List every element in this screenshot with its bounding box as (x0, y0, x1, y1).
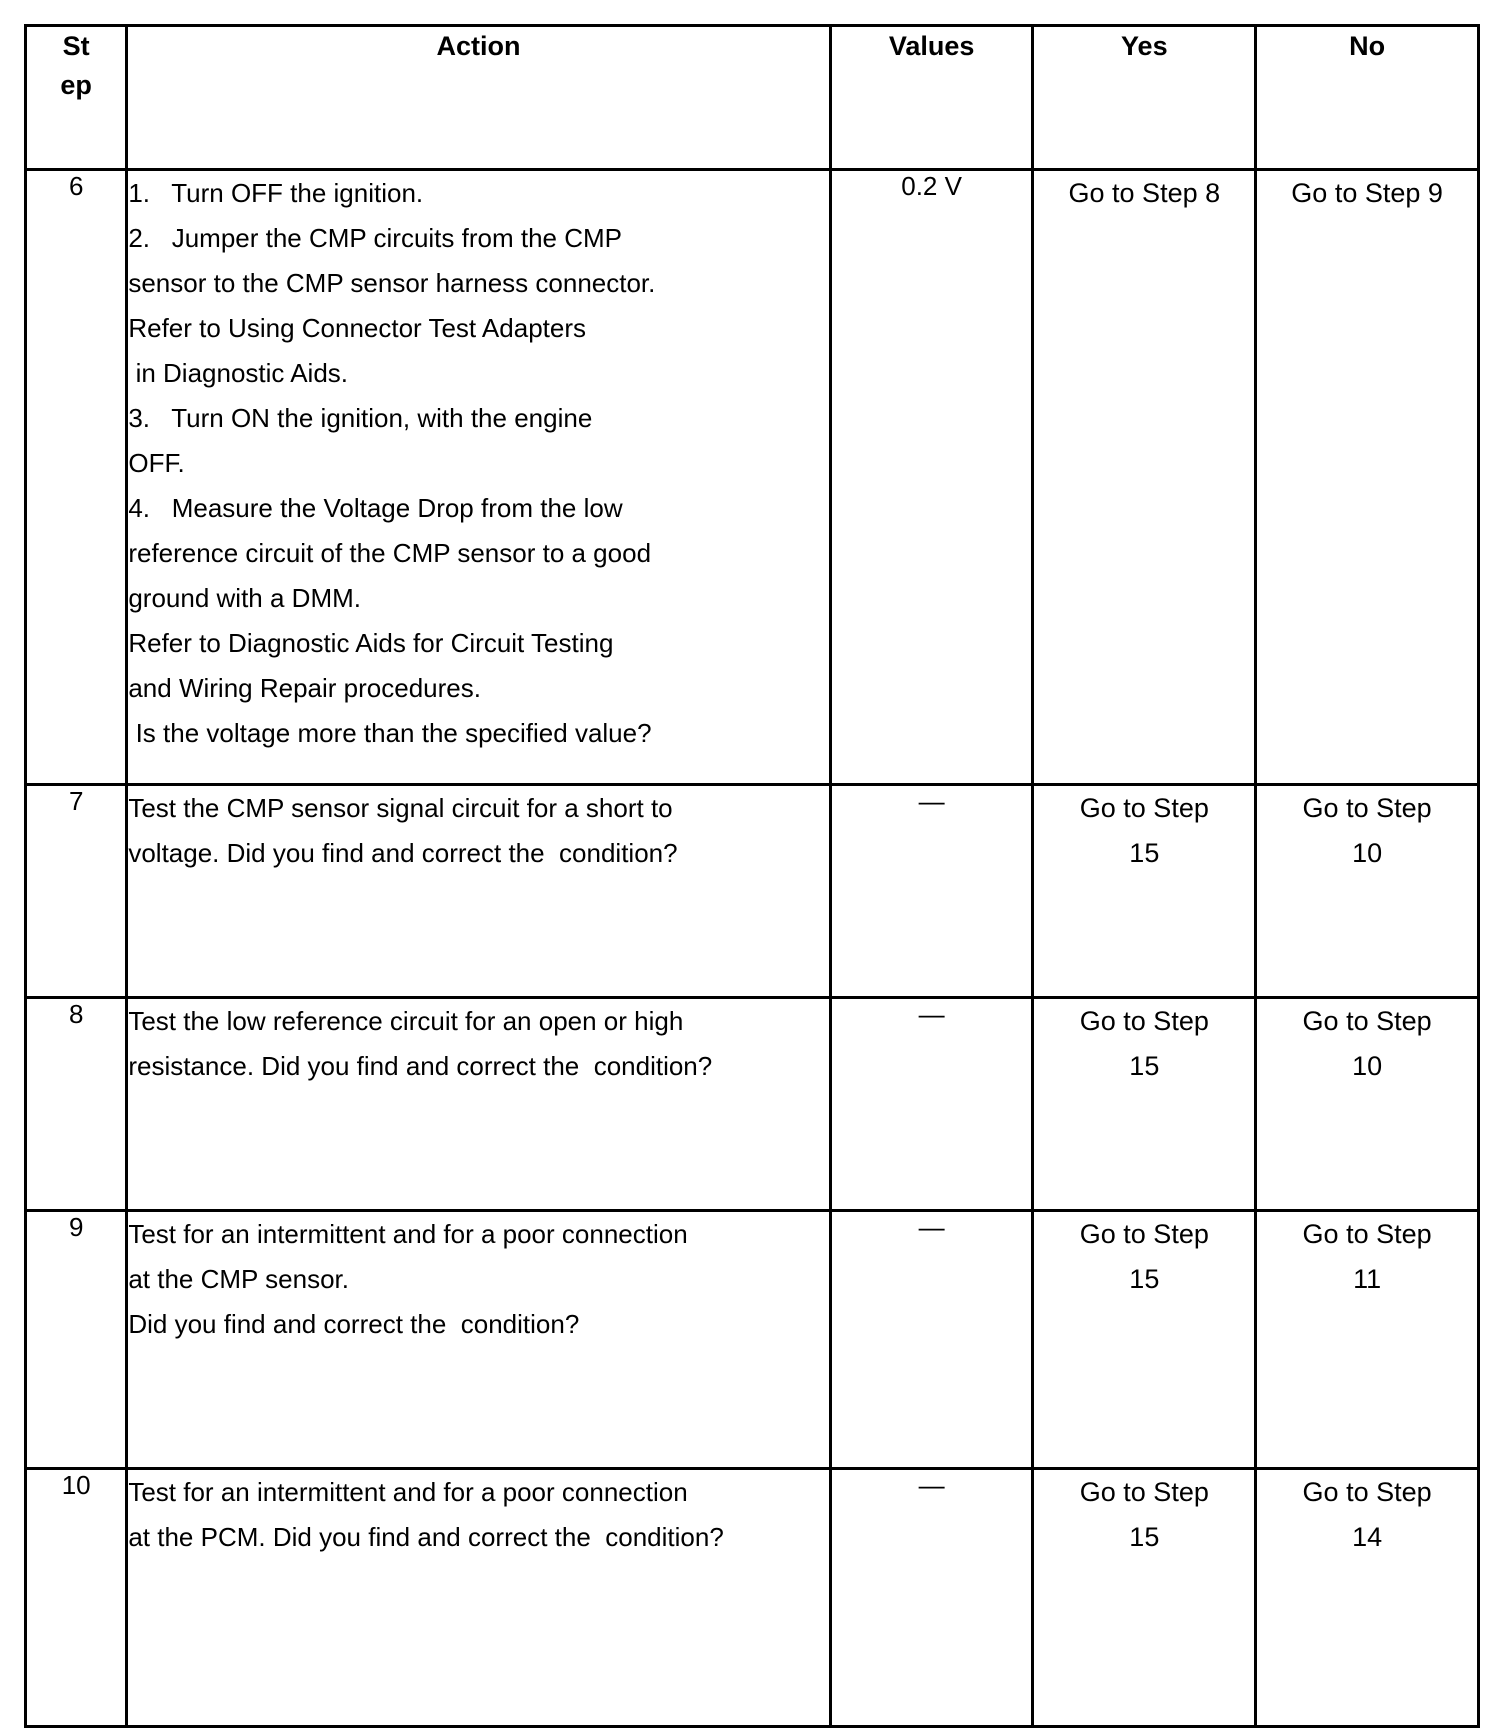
table-row (26, 785, 1479, 998)
header-action: Action (127, 26, 830, 170)
action-line: voltage. Did you find and correct the condition? (128, 838, 678, 868)
action-line: Test the CMP sensor signal circuit for a short to (128, 793, 673, 823)
header-values: Values (830, 26, 1033, 170)
values-cell: 0.2 V (830, 170, 1033, 785)
step-number: 7 (26, 785, 127, 998)
action-line: Test the low reference circuit for an open or high (128, 1006, 684, 1036)
yes-target: Go to Step 15 (1033, 785, 1256, 998)
no-target: Go to Step 14 (1256, 1469, 1479, 1727)
header-yes: Yes (1033, 26, 1256, 170)
no-target: Go to Step 10 (1256, 998, 1479, 1211)
no-target: Go to Step 10 (1256, 785, 1479, 998)
action-line: Is the voltage more than the specified value? (128, 718, 652, 748)
yes-target: Go to Step 15 (1033, 998, 1256, 1211)
header-step: St ep (26, 26, 127, 170)
step-number: 10 (26, 1469, 127, 1727)
yes-target: Go to Step 15 (1033, 1469, 1256, 1727)
step-number: 6 (26, 170, 127, 785)
action-line: 2. Jumper the CMP circuits from the CMP (128, 223, 623, 253)
action-line: at the PCM. Did you find and correct the condition? (128, 1522, 724, 1552)
yes-target: Go to Step 8 (1033, 170, 1256, 785)
table-row (26, 1469, 1479, 1727)
header-row (26, 26, 1479, 170)
action-line: Refer to Diagnostic Aids for Circuit Testing (128, 628, 614, 658)
yes-target: Go to Step 15 (1033, 1211, 1256, 1469)
action-line: 3. Turn ON the ignition, with the engine (128, 403, 593, 433)
action-line: Did you find and correct the condition? (128, 1309, 580, 1339)
action-line: 4. Measure the Voltage Drop from the low (128, 493, 623, 523)
table-row (26, 998, 1479, 1211)
values-cell: — (830, 1211, 1033, 1469)
action-line: resistance. Did you find and correct the condition? (128, 1051, 713, 1081)
action-cell (127, 785, 830, 998)
action-cell (127, 1469, 830, 1727)
action-line: reference circuit of the CMP sensor to a good (128, 538, 652, 568)
step-number: 9 (26, 1211, 127, 1469)
action-line: 1. Turn OFF the ignition. (128, 178, 424, 208)
action-cell (127, 998, 830, 1211)
action-line: and Wiring Repair procedures. (128, 673, 481, 703)
table-row (26, 1211, 1479, 1469)
header-no: No (1256, 26, 1479, 170)
action-line: in Diagnostic Aids. (128, 358, 349, 388)
values-cell: — (830, 785, 1033, 998)
action-line: Refer to Using Connector Test Adapters (128, 313, 586, 343)
values-cell: — (830, 998, 1033, 1211)
action-line: Test for an intermittent and for a poor connection (128, 1219, 688, 1249)
diagnostic-table (24, 24, 1480, 1728)
no-target: Go to Step 11 (1256, 1211, 1479, 1469)
action-line: at the CMP sensor. (128, 1264, 349, 1294)
action-line: OFF. (128, 448, 185, 478)
step-number: 8 (26, 998, 127, 1211)
action-line: Test for an intermittent and for a poor connection (128, 1477, 688, 1507)
action-line: sensor to the CMP sensor harness connector. (128, 268, 656, 298)
action-line: ground with a DMM. (128, 583, 361, 613)
action-cell (127, 1211, 830, 1469)
action-cell (127, 170, 830, 785)
table-row (26, 170, 1479, 785)
no-target: Go to Step 9 (1256, 170, 1479, 785)
values-cell: — (830, 1469, 1033, 1727)
